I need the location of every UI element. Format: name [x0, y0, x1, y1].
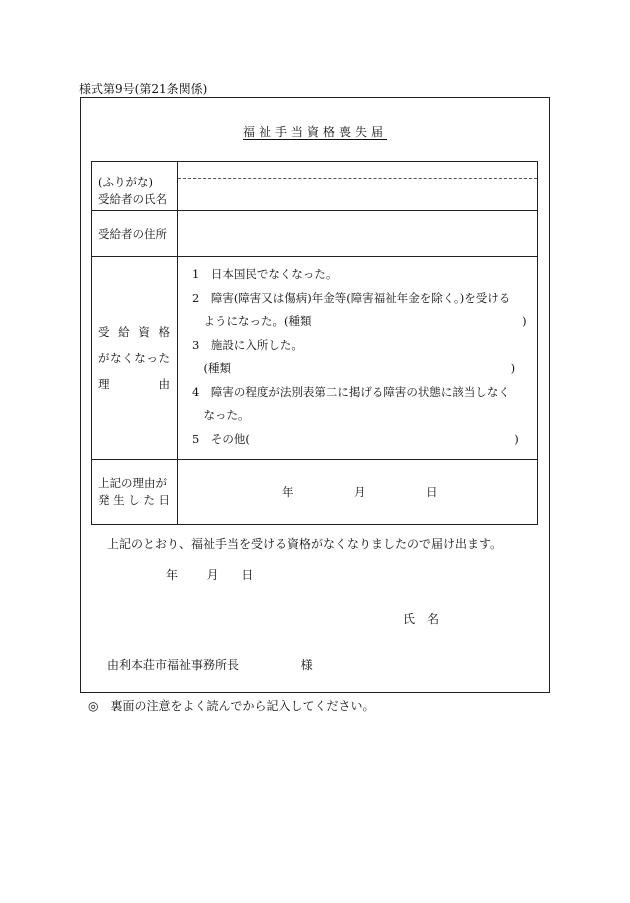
reason-option-1[interactable]: 1 日本国民でなくなった。: [192, 267, 338, 281]
reason-option-3[interactable]: 3 施設に入所した。: [192, 337, 303, 352]
occurrence-label-line-1: 上記の理由が: [98, 476, 167, 490]
application-date: [166, 566, 253, 583]
reason-options[interactable]: [178, 257, 538, 460]
declaration-statement: 上記のとおり、福祉手当を受ける資格がなくなりましたので届け出ます。: [107, 537, 503, 551]
furigana-field[interactable]: [178, 162, 537, 179]
recipient-address-label: 受給者の住所: [98, 226, 167, 241]
reason-label-line-3: 理 由: [98, 377, 170, 391]
addressee-office: 由利本荘市福祉事務所長: [107, 658, 240, 672]
addressee: [107, 656, 313, 673]
form-table: [91, 161, 538, 525]
date-day-label: 日: [426, 485, 438, 499]
name-field[interactable]: [178, 162, 538, 211]
instruction-note: ◎ 裏面の注意をよく読んでから記入してください。: [88, 699, 375, 713]
reason-label-cell: [92, 257, 178, 460]
address-label-cell: [92, 211, 178, 257]
reason-label-line-2: が な く な っ た: [98, 351, 170, 365]
name-row: [92, 162, 538, 211]
reason-option-2[interactable]: 2 障害(障害又は傷病)年金等(障害福祉年金を除く。)を受ける: [192, 290, 511, 305]
furigana-label: (ふりがな): [98, 175, 153, 189]
form-title-text: 福祉手当資格喪失届: [242, 125, 387, 139]
reason-option-5[interactable]: 5 その他( ): [192, 431, 519, 446]
recipient-name-label: 受給者の氏名: [98, 192, 167, 206]
name-label-cell: [92, 162, 178, 211]
app-year-label: 年: [166, 568, 179, 582]
occurrence-date-row: [92, 460, 538, 525]
occurrence-date: [178, 484, 537, 500]
reason-row: [92, 257, 538, 460]
signature-name-label: 氏 名: [403, 612, 440, 626]
occurrence-date-field[interactable]: [178, 460, 538, 525]
date-year-label: 年: [282, 485, 294, 499]
address-field[interactable]: [178, 211, 538, 257]
reason-label-line-1: 受 給 資 格: [98, 325, 170, 339]
form-title: [80, 123, 550, 140]
occurrence-label-cell: [92, 460, 178, 525]
occurrence-label-line-2: 発 生 し た 日: [98, 493, 170, 507]
reason-option-3-cont[interactable]: (種類 ): [192, 361, 516, 375]
form-number: 様式第9号(第21条関係): [79, 82, 208, 96]
reason-option-4-cont[interactable]: なった。: [192, 408, 250, 422]
app-month-label: 月: [206, 568, 219, 582]
reason-option-4[interactable]: 4 障害の程度が法別表第二に掲げる障害の状態に該当しなく: [192, 384, 510, 399]
address-row: [92, 211, 538, 257]
reason-option-2-cont[interactable]: ようになった。(種類 ): [192, 314, 527, 328]
addressee-honorific: 様: [300, 658, 313, 672]
date-month-label: 月: [354, 485, 366, 499]
app-day-label: 日: [241, 568, 254, 582]
